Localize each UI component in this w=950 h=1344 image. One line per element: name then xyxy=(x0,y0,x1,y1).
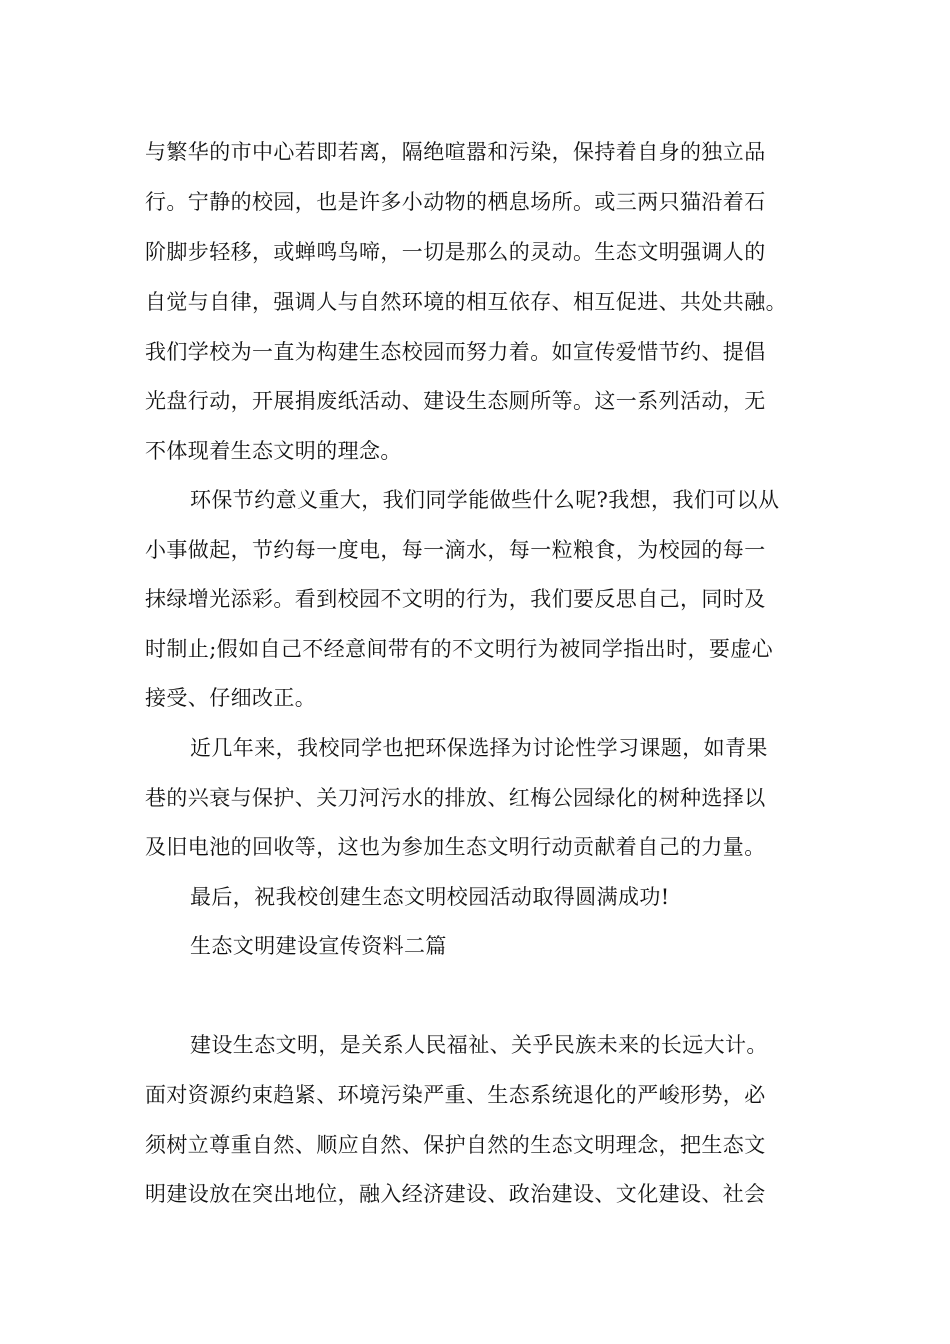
text-line: 近几年来，我校同学也把环保选择为讨论性学习课题，如青果 xyxy=(190,736,768,760)
text-line: 光盘行动，开展捐废纸活动、建设生态厕所等。这一系列活动，无 xyxy=(145,389,766,413)
text-line: 建设生态文明，是关系人民福祉、关乎民族未来的长远大计。 xyxy=(190,1033,768,1057)
text-line: 面对资源约束趋紧、环境污染严重、生态系统退化的严峻形势，必 xyxy=(145,1083,766,1107)
section-heading: 生态文明建设宣传资料二篇 xyxy=(190,934,447,958)
text-line: 阶脚步轻移，或蝉鸣鸟啼，一切是那么的灵动。生态文明强调人的 xyxy=(145,240,766,264)
text-line: 不体现着生态文明的理念。 xyxy=(145,439,402,463)
text-line: 自觉与自律，强调人与自然环境的相互依存、相互促进、共处共融。 xyxy=(145,290,787,314)
text-line: 明建设放在突出地位，融入经济建设、政治建设、文化建设、社会 xyxy=(145,1182,766,1206)
text-line: 与繁华的市中心若即若离，隔绝喧嚣和污染，保持着自身的独立品 xyxy=(145,140,766,164)
text-line: 时制止;假如自己不经意间带有的不文明行为被同学指出时，要虚心 xyxy=(145,637,774,661)
text-line: 及旧电池的回收等，这也为参加生态文明行动贡献着自己的力量。 xyxy=(145,835,766,859)
text-line: 我们学校为一直为构建生态校园而努力着。如宣传爱惜节约、提倡 xyxy=(145,340,766,364)
text-line: 环保节约意义重大，我们同学能做些什么呢?我想，我们可以从 xyxy=(190,488,780,512)
text-line: 最后，祝我校创建生态文明校园活动取得圆满成功! xyxy=(190,885,670,909)
text-line: 行。宁静的校园，也是许多小动物的栖息场所。或三两只猫沿着石 xyxy=(145,190,766,214)
text-line: 小事做起，节约每一度电，每一滴水，每一粒粮食，为校园的每一 xyxy=(145,538,766,562)
text-line: 巷的兴衰与保护、关刀河污水的排放、红梅公园绿化的树种选择以 xyxy=(145,786,766,810)
text-line: 须树立尊重自然、顺应自然、保护自然的生态文明理念，把生态文 xyxy=(145,1133,766,1157)
text-line: 接受、仔细改正。 xyxy=(145,686,317,710)
text-line: 抹绿增光添彩。看到校园不文明的行为，我们要反思自己，同时及 xyxy=(145,587,766,611)
